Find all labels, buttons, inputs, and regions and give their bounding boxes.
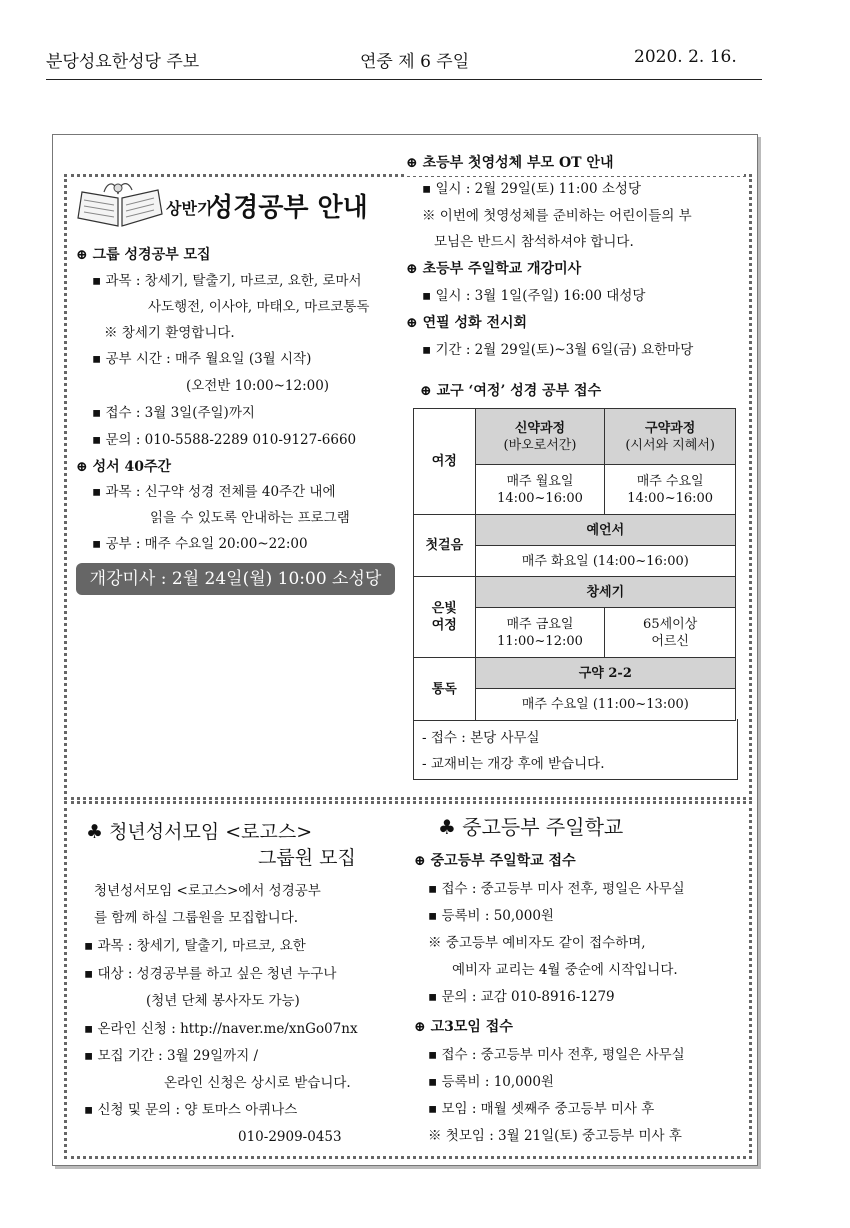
logos-line: ▪ 대상 : 성경공부를 하고 싶은 청년 누구나 (84, 966, 337, 982)
senior-group-heading: ⊕ 고3모임 접수 (414, 1019, 513, 1035)
schedule-notes (413, 719, 738, 780)
middle-high-registration-line: 예비자 교리는 4월 중순에 시작입니다. (452, 962, 678, 978)
forty-weeks-line: ▪ 공부 : 매주 수요일 20:00~22:00 (92, 536, 308, 552)
forty-weeks-line: ▪ 과목 : 신구약 성경 전체를 40주간 내에 (92, 484, 336, 500)
first-communion-line: 모님은 반드시 참석하셔야 합니다. (434, 234, 634, 250)
ot-time-hours: 14:00~16:00 (627, 490, 714, 506)
group-study-line: ▪ 접수 : 3월 3일(주일)까지 (92, 405, 255, 421)
nt-course-subtitle: (바오로서간) (503, 437, 577, 453)
logos-title: ♣ 청년성서모임 <로고스> (86, 821, 313, 843)
first-communion-line: ▪ 일시 : 2월 29일(토) 11:00 소성당 (422, 181, 641, 197)
group-study-heading: ⊕ 그룹 성경공부 모집 (76, 247, 211, 263)
header-date: 2020. 2. 16. (634, 47, 737, 67)
middle-high-registration-line: ▪ 문의 : 교감 010-8916-1279 (428, 989, 615, 1005)
middle-high-registration-heading: ⊕ 중고등부 주일학교 접수 (414, 853, 576, 869)
silver-time-hours: 11:00~12:00 (497, 633, 583, 649)
nt-time-hours: 14:00~16:00 (497, 490, 583, 506)
ot-course-time (605, 465, 736, 515)
open-bible-icon (74, 178, 166, 230)
logos-line: ▪ 온라인 신청 : http://naver.me/xnGo07nx (84, 1021, 358, 1037)
schedule-note: - 접수 : 본당 사무실 (422, 730, 540, 746)
header-liturgical-week: 연중 제 6 주일 (360, 52, 470, 72)
row-label-journey: 여정 (414, 409, 476, 515)
silver-label-line2: 여정 (431, 618, 457, 633)
logos-line: 010-2909-0453 (238, 1129, 342, 1145)
middle-high-registration-line: ▪ 접수 : 중고등부 미사 전후, 평일은 사무실 (428, 881, 685, 897)
middle-high-registration-line: ▪ 등록비 : 50,000원 (428, 908, 554, 924)
middle-high-registration-line: ※ 중고등부 예비자도 같이 접수하며, (428, 935, 646, 951)
group-study-line: ▪ 공부 시간 : 매주 월요일 (3월 시작) (92, 351, 312, 367)
silver-note-age: 65세이상 (643, 616, 698, 632)
group-study-line: (오전반 10:00~12:00) (186, 378, 330, 394)
bible-study-title: 성경공부 안내 (208, 193, 368, 223)
forty-weeks-heading: ⊕ 성서 40주간 (76, 459, 172, 475)
row-label-first-step: 첫걸음 (414, 515, 476, 577)
nt-course-title: 신약과정 (514, 420, 566, 436)
senior-group-line: ▪ 모임 : 매월 셋째주 중고등부 미사 후 (428, 1101, 655, 1117)
reading-title: 구약 2-2 (475, 658, 735, 689)
senior-group-line: ※ 첫모임 : 3월 21일(토) 중고등부 미사 후 (428, 1128, 682, 1144)
logos-line: 청년성서모임 <로고스>에서 성경공부 (94, 883, 321, 899)
group-study-line: 사도행전, 이사야, 마태오, 마르코통독 (148, 299, 370, 315)
journey-schedule-table (413, 408, 736, 721)
silver-title: 창세기 (475, 577, 735, 608)
group-study-line: ▪ 과목 : 창세기, 탈출기, 마르코, 요한, 로마서 (92, 273, 362, 289)
logos-line: (청년 단체 봉사자도 가능) (146, 993, 300, 1009)
first-communion-line: ※ 이번에 첫영성체를 준비하는 어린이들의 부 (422, 208, 692, 224)
logos-subtitle: 그룹원 모집 (258, 847, 356, 869)
bible-study-title-prefix: 상반기 (166, 199, 213, 218)
group-study-line: ※ 창세기 환영합니다. (104, 325, 235, 341)
first-step-title: 예언서 (475, 515, 735, 546)
middle-high-title: ♣ 중고등부 주일학교 (438, 815, 624, 839)
header-parish-name: 분당성요한성당 주보 (46, 52, 200, 72)
pencil-art-heading: ⊕ 연필 성화 전시회 (406, 315, 528, 331)
silver-time-day: 매주 금요일 (506, 616, 574, 632)
logos-line: 를 함께 하실 그룹원을 모집합니다. (94, 910, 299, 926)
silver-note (605, 608, 736, 658)
logos-line: ▪ 신청 및 문의 : 양 토마스 아퀴나스 (84, 1102, 298, 1118)
ot-course-title: 구약과정 (645, 420, 696, 436)
logos-line: ▪ 모집 기간 : 3월 29일까지 / (84, 1048, 259, 1064)
header-rule (46, 79, 762, 80)
nt-course-header (475, 409, 605, 465)
sunday-school-line: ▪ 일시 : 3월 1일(주일) 16:00 대성당 (422, 288, 646, 304)
pencil-art-line: ▪ 기간 : 2월 29일(토)~3월 6일(금) 요한마당 (422, 342, 694, 358)
row-label-silver (414, 577, 476, 658)
silver-time (475, 608, 605, 658)
forty-weeks-line: 읽을 수 있도록 안내하는 프로그램 (150, 510, 350, 526)
opening-mass-banner: 개강미사 : 2월 24일(월) 10:00 소성당 (76, 563, 395, 595)
sunday-school-heading: ⊕ 초등부 주일학교 개강미사 (406, 261, 582, 277)
silver-label-line1: 은빛 (431, 601, 457, 616)
nt-course-time (475, 465, 605, 515)
journey-study-heading: ⊕ 교구 ‘여정’ 성경 공부 접수 (420, 383, 602, 399)
first-step-time: 매주 화요일 (14:00~16:00) (475, 546, 735, 577)
senior-group-line: ▪ 등록비 : 10,000원 (428, 1074, 554, 1090)
ot-time-day: 매주 수요일 (636, 473, 704, 489)
schedule-note: - 교재비는 개강 후에 받습니다. (422, 756, 605, 772)
silver-note-elders: 어르신 (651, 633, 689, 649)
reading-time: 매주 수요일 (11:00~13:00) (475, 689, 735, 721)
logos-line: 온라인 신청은 상시로 받습니다. (164, 1075, 351, 1091)
first-communion-heading: ⊕ 초등부 첫영성체 부모 OT 안내 (406, 155, 614, 171)
ot-course-subtitle: (시서와 지혜서) (625, 437, 715, 453)
row-label-reading: 통독 (414, 658, 476, 721)
ot-course-header (605, 409, 736, 465)
senior-group-line: ▪ 접수 : 중고등부 미사 전후, 평일은 사무실 (428, 1047, 685, 1063)
logos-line: ▪ 과목 : 창세기, 탈출기, 마르코, 요한 (84, 938, 306, 954)
nt-time-day: 매주 월요일 (506, 473, 574, 489)
group-study-line: ▪ 문의 : 010-5588-2289 010-9127-6660 (92, 432, 357, 448)
